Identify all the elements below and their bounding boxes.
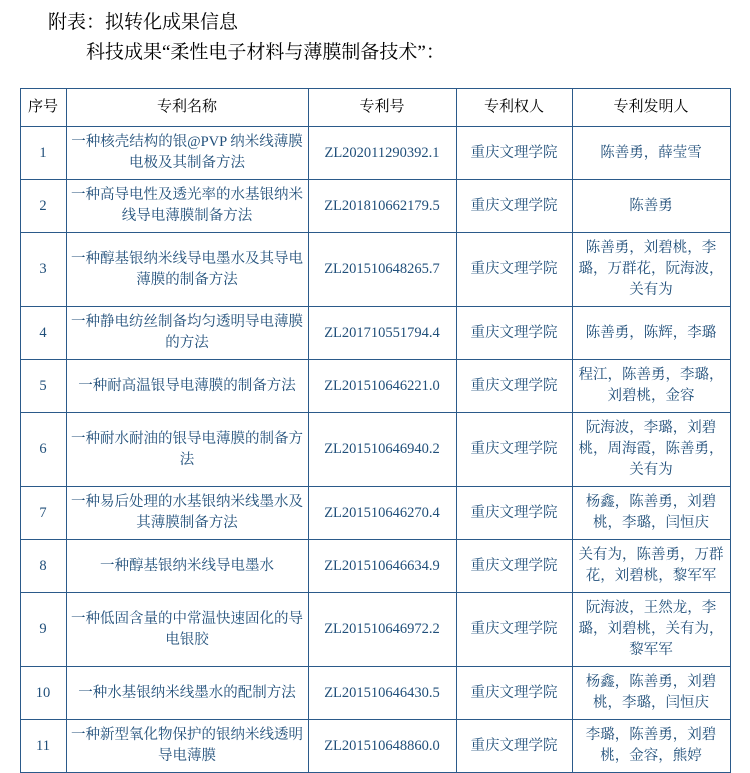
- cell-patent-owner: 重庆文理学院: [456, 667, 572, 720]
- document-heading: [0, 0, 750, 68]
- cell-patent-owner: 重庆文理学院: [456, 360, 572, 413]
- cell-patent-number: ZL201510646270.4: [308, 487, 456, 540]
- cell-patent-name: 一种易后处理的水基银纳米线墨水及其薄膜制备方法: [66, 487, 308, 540]
- cell-patent-number: ZL202011290392.1: [308, 127, 456, 180]
- cell-index: 9: [20, 593, 66, 667]
- cell-patent-owner: 重庆文理学院: [456, 180, 572, 233]
- cell-patent-inventors: 杨鑫，陈善勇，刘碧桃，李璐，闫恒庆: [572, 667, 730, 720]
- cell-index: 2: [20, 180, 66, 233]
- cell-patent-owner: 重庆文理学院: [456, 413, 572, 487]
- cell-patent-name: 一种高导电性及透光率的水基银纳米线导电薄膜制备方法: [66, 180, 308, 233]
- cell-patent-inventors: 程江，陈善勇，李璐，刘碧桃，金容: [572, 360, 730, 413]
- cell-patent-number: ZL201510646940.2: [308, 413, 456, 487]
- cell-patent-owner: 重庆文理学院: [456, 233, 572, 307]
- table-row: [20, 667, 730, 720]
- cell-index: 1: [20, 127, 66, 180]
- cell-patent-number: ZL201510648265.7: [308, 233, 456, 307]
- cell-patent-inventors: 阮海波，王然龙，李璐，刘碧桃，关有为，黎军军: [572, 593, 730, 667]
- heading-line-2: 科技成果“柔性电子材料与薄膜制备技术”：: [86, 42, 445, 63]
- column-header-number: 专利号: [308, 89, 456, 127]
- cell-patent-number: ZL201510646221.0: [308, 360, 456, 413]
- cell-patent-inventors: 陈善勇，刘碧桃，李璐，万群花，阮海波，关有为: [572, 233, 730, 307]
- patent-table: [20, 88, 731, 773]
- cell-index: 3: [20, 233, 66, 307]
- cell-patent-name: 一种醇基银纳米线导电墨水: [66, 540, 308, 593]
- cell-patent-number: ZL201510646972.2: [308, 593, 456, 667]
- column-header-owner: 专利权人: [456, 89, 572, 127]
- cell-patent-inventors: 陈善勇，薛莹雪: [572, 127, 730, 180]
- cell-index: 7: [20, 487, 66, 540]
- column-header-inventors: 专利发明人: [572, 89, 730, 127]
- table-row: [20, 307, 730, 360]
- cell-index: 4: [20, 307, 66, 360]
- column-header-name: 专利名称: [66, 89, 308, 127]
- cell-patent-number: ZL201510646634.9: [308, 540, 456, 593]
- table-row: [20, 180, 730, 233]
- cell-patent-owner: 重庆文理学院: [456, 307, 572, 360]
- cell-patent-owner: 重庆文理学院: [456, 127, 572, 180]
- table-header: [20, 89, 730, 127]
- cell-patent-name: 一种低固含量的中常温快速固化的导电银胶: [66, 593, 308, 667]
- cell-patent-number: ZL201810662179.5: [308, 180, 456, 233]
- cell-index: 10: [20, 667, 66, 720]
- cell-patent-inventors: 李璐，陈善勇，刘碧桃，金容，熊婷: [572, 720, 730, 773]
- table-row: [20, 487, 730, 540]
- cell-patent-inventors: 杨鑫，陈善勇，刘碧桃，李璐，闫恒庆: [572, 487, 730, 540]
- column-header-index: 序号: [20, 89, 66, 127]
- table-row: [20, 360, 730, 413]
- table-row: [20, 720, 730, 773]
- cell-patent-name: 一种核壳结构的银@PVP 纳米线薄膜电极及其制备方法: [66, 127, 308, 180]
- cell-patent-owner: 重庆文理学院: [456, 720, 572, 773]
- cell-patent-owner: 重庆文理学院: [456, 487, 572, 540]
- cell-index: 11: [20, 720, 66, 773]
- cell-patent-number: ZL201710551794.4: [308, 307, 456, 360]
- cell-patent-name: 一种新型氧化物保护的银纳米线透明导电薄膜: [66, 720, 308, 773]
- table-row: [20, 413, 730, 487]
- cell-index: 5: [20, 360, 66, 413]
- cell-patent-name: 一种醇基银纳米线导电墨水及其导电薄膜的制备方法: [66, 233, 308, 307]
- cell-patent-name: 一种耐高温银导电薄膜的制备方法: [66, 360, 308, 413]
- cell-patent-name: 一种静电纺丝制备均匀透明导电薄膜的方法: [66, 307, 308, 360]
- cell-patent-inventors: 关有为，陈善勇，万群花，刘碧桃，黎军军: [572, 540, 730, 593]
- cell-index: 8: [20, 540, 66, 593]
- cell-patent-inventors: 陈善勇: [572, 180, 730, 233]
- table-header-row: [20, 89, 730, 127]
- table-row: [20, 127, 730, 180]
- cell-patent-owner: 重庆文理学院: [456, 593, 572, 667]
- cell-patent-number: ZL201510646430.5: [308, 667, 456, 720]
- cell-patent-name: 一种耐水耐油的银导电薄膜的制备方法: [66, 413, 308, 487]
- cell-patent-number: ZL201510648860.0: [308, 720, 456, 773]
- table-row: [20, 540, 730, 593]
- cell-patent-name: 一种水基银纳米线墨水的配制方法: [66, 667, 308, 720]
- table-row: [20, 593, 730, 667]
- table-body: [20, 127, 730, 773]
- table-row: [20, 233, 730, 307]
- cell-patent-inventors: 陈善勇，陈辉，李璐: [572, 307, 730, 360]
- heading-line-1: 附表：拟转化成果信息: [48, 12, 239, 33]
- cell-patent-inventors: 阮海波，李璐，刘碧桃，周海霞，陈善勇，关有为: [572, 413, 730, 487]
- cell-patent-owner: 重庆文理学院: [456, 540, 572, 593]
- cell-index: 6: [20, 413, 66, 487]
